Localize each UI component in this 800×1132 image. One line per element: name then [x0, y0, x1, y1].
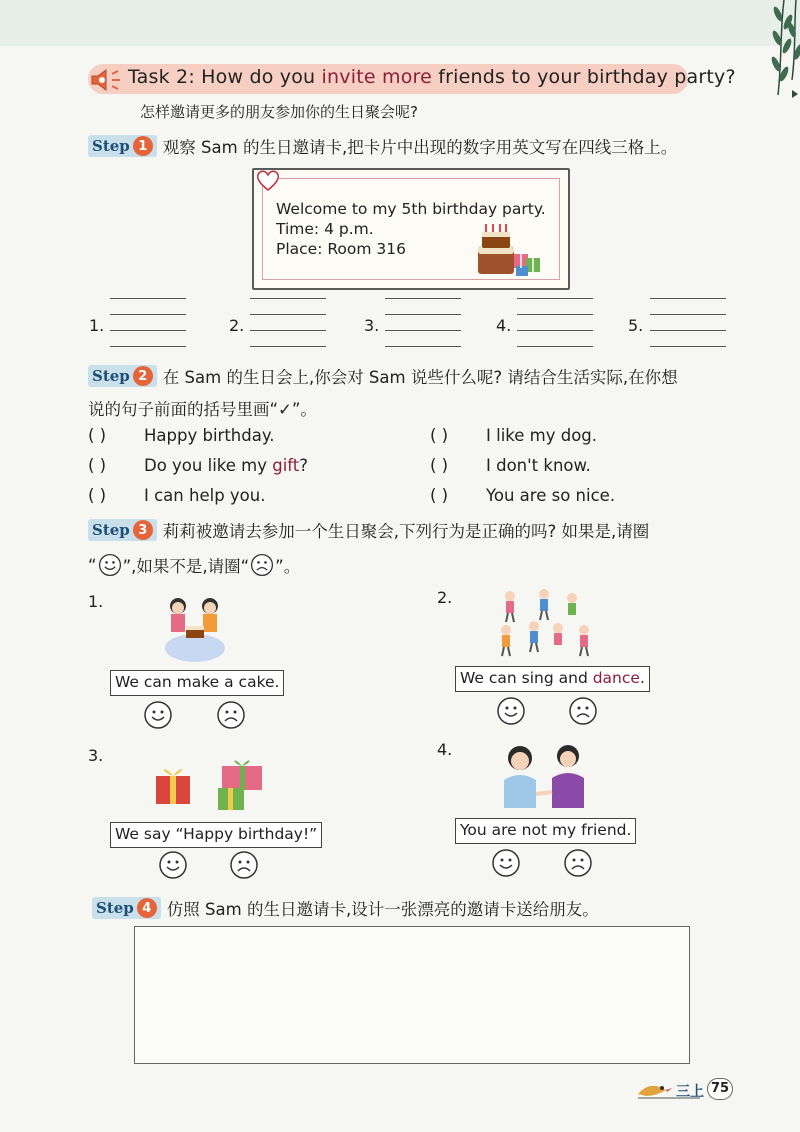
step-badge: Step 2: [88, 365, 157, 387]
writing-lines-5[interactable]: [650, 298, 726, 348]
blank-number-2: 2.: [229, 316, 245, 335]
kids-dancing-illustration: [492, 586, 598, 662]
step2-instruction-cont: 说的句子前面的括号里画“✓”。: [88, 400, 317, 419]
caption-3: We say “Happy birthday!”: [110, 822, 322, 848]
step-badge: Step 1: [88, 135, 157, 157]
willow-leaves-decoration: [740, 0, 800, 110]
choice-left-3[interactable]: ( ) I can help you.: [88, 486, 266, 505]
writing-lines-4[interactable]: [517, 298, 593, 348]
step4-heading: [92, 896, 599, 920]
blank-number-3: 3.: [364, 316, 380, 335]
smile-face-icon[interactable]: [158, 850, 188, 880]
smile-face-icon[interactable]: [143, 700, 173, 730]
choice-right-1[interactable]: ( ) I like my dog.: [430, 426, 598, 445]
sad-face-icon: [249, 552, 275, 578]
card-line-1: Welcome to my 5th birthday party.: [276, 200, 546, 218]
choice-left-2[interactable]: ( ) Do you like my gift?: [88, 456, 309, 475]
blank-number-1: 1.: [89, 316, 105, 335]
choice-right-2[interactable]: ( ) I don't know.: [430, 456, 591, 475]
step3-instruction: 莉莉被邀请去参加一个生日聚会,下列行为是正确的吗? 如果是,请圈: [162, 522, 650, 541]
writing-lines-3[interactable]: [385, 298, 461, 348]
smile-face-icon: [97, 552, 123, 578]
writing-lines-1[interactable]: [110, 298, 186, 348]
item-number-2: 2.: [437, 588, 453, 607]
card-line-2: Time: 4 p.m.: [276, 220, 374, 238]
caption-1: We can make a cake.: [110, 670, 284, 696]
item-number-1: 1.: [88, 592, 104, 611]
item-number-4: 4.: [437, 740, 453, 759]
sad-face-icon[interactable]: [229, 850, 259, 880]
item-number-3: 3.: [88, 746, 104, 765]
step3-instruction-cont: “ ”,如果不是,请圈“ ”。: [88, 552, 300, 578]
caption-2: We can sing and dance.: [455, 666, 650, 692]
step3-heading: [88, 518, 649, 542]
writing-lines-2[interactable]: [250, 298, 326, 348]
task-subtitle: 怎样邀请更多的朋友参加你的生日聚会呢?: [140, 103, 418, 121]
smile-face-icon[interactable]: [496, 696, 526, 726]
blank-number-5: 5.: [628, 316, 644, 335]
two-kids-illustration: [498, 740, 594, 810]
step-badge: Step 4: [92, 897, 161, 919]
step2-heading: [88, 364, 678, 388]
gift-boxes-illustration: [152, 756, 268, 814]
page-number: 75: [707, 1078, 733, 1100]
caption-4: You are not my friend.: [455, 818, 636, 844]
invitation-drawing-area[interactable]: [134, 926, 690, 1064]
step-badge: Step 3: [88, 519, 157, 541]
top-border: [0, 0, 800, 46]
step1-instruction: 观察 Sam 的生日邀请卡,把卡片中出现的数字用英文写在四线三格上。: [162, 138, 678, 157]
step2-instruction: 在 Sam 的生日会上,你会对 Sam 说些什么呢? 请结合生活实际,在你想: [162, 368, 678, 387]
choice-right-3[interactable]: ( ) You are so nice.: [430, 486, 616, 505]
blank-number-4: 4.: [496, 316, 512, 335]
grade-label: 三上: [676, 1084, 704, 1100]
choice-left-1[interactable]: ( ) Happy birthday.: [88, 426, 275, 445]
heart-icon: [254, 168, 282, 192]
sad-face-icon[interactable]: [568, 696, 598, 726]
card-line-3: Place: Room 316: [276, 240, 407, 258]
step4-instruction: 仿照 Sam 的生日邀请卡,设计一张漂亮的邀请卡送给朋友。: [166, 900, 599, 919]
step1-heading: [88, 134, 677, 158]
sad-face-icon[interactable]: [216, 700, 246, 730]
smile-face-icon[interactable]: [491, 848, 521, 878]
sad-face-icon[interactable]: [563, 848, 593, 878]
birthday-cake-icon: [476, 222, 542, 278]
task-title: Task 2: How do you invite more friends to your birthday party?: [128, 66, 736, 88]
speaker-icon: [90, 68, 126, 92]
kids-making-cake-illustration: [160, 592, 230, 664]
